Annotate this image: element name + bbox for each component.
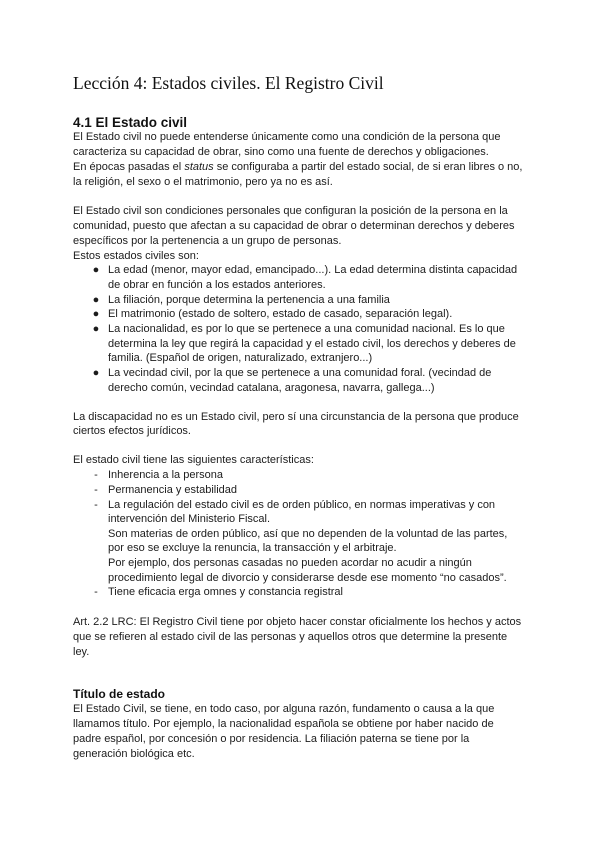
dash-line: Permanencia y estabilidad [108, 484, 238, 496]
paragraph-line: El Estado civil son condiciones personales que configuran la posición de la persona en la [73, 205, 508, 217]
bullet-line: La vecindad civil, por la que se pertenece a una comunidad foral. (vecindad de [108, 367, 492, 379]
paragraph-line: que se refieren al estado civil de las personas y aquellos otros que determine la presente [73, 631, 508, 643]
paragraph-line: Art. 2.2 LRC: El Registro Civil tiene por objeto hacer constar oficialmente los hechos y actos [73, 616, 522, 628]
section-heading: 4.1 El Estado civil [73, 115, 188, 130]
dash-line: Por ejemplo, dos personas casadas no pueden acordar no acudir a ningún [108, 557, 472, 569]
bullet-line: derecho común, vecindad catalana, aragonesa, navarra, gallega...) [108, 382, 435, 394]
paragraph-line: ley. [73, 646, 90, 658]
dash-line: La regulación del estado civil es de orden público, en normas imperativas y con [108, 499, 496, 511]
bullet-line: El matrimonio (estado de soltero, estado de casado, separación legal). [108, 308, 453, 320]
subsection-heading: Título de estado [73, 687, 166, 701]
paragraph-line [73, 160, 522, 175]
paragraph-line: generación biológica etc. [73, 748, 195, 760]
lesson-title: Lección 4: Estados civiles. El Registro Civil [73, 73, 384, 93]
dash-icon: - [94, 499, 98, 511]
dash-line: Tiene eficacia erga omnes y constancia registral [108, 586, 343, 598]
dash-line: Son materias de orden público, así que no dependen de la voluntad de las partes, [108, 528, 508, 540]
paragraph-line: caracteriza su capacidad de obrar, sino como una fuente de derechos y obligaciones. [73, 146, 489, 158]
bullet-icon: ● [92, 367, 100, 379]
bullet-icon: ● [92, 308, 100, 320]
bullet-line: La edad (menor, mayor edad, emancipado...). La edad determina distinta capacidad [108, 264, 518, 276]
dash-icon: - [94, 484, 98, 496]
paragraph-line: padre español, por concesión o por residencia. La filiación paterna se tiene por la [73, 733, 470, 745]
bullet-line: de obrar en función a los estados anteriores. [108, 279, 326, 291]
dash-line: Inherencia a la persona [108, 469, 223, 481]
dash-icon: - [94, 586, 98, 598]
bullet-icon: ● [92, 323, 100, 335]
italic-term: status [184, 161, 214, 173]
paragraph-line: llamamos título. Por ejemplo, la nacionalidad española se obtiene por haber nacido de [73, 718, 494, 730]
text-run: En épocas pasadas el [73, 161, 185, 173]
bullet-icon: ● [92, 294, 100, 306]
paragraph-line: específicos por la pertenencia a un grupo de personas. [73, 235, 342, 247]
paragraph-line: la religión, el sexo o el matrimonio, pero ya no es así. [73, 176, 333, 188]
paragraph-line: ciertos efectos jurídicos. [73, 425, 191, 437]
dash-line: por eso se excluye la renuncia, la transacción y el arbitraje. [108, 542, 397, 554]
text-run: se configuraba a partir del estado social, de si eran libres o no, [213, 161, 523, 173]
list-intro: Estos estados civiles son: [73, 250, 199, 262]
bullet-icon: ● [92, 264, 100, 276]
list-intro: El estado civil tiene las siguientes características: [73, 454, 314, 466]
paragraph-line: El Estado civil no puede entenderse únicamente como una condición de la persona que [73, 131, 501, 143]
bullet-line: familia. (Español de origen, naturalizado, extranjero...) [108, 352, 373, 364]
paragraph-line: El Estado Civil, se tiene, en todo caso, por alguna razón, fundamento o causa a la que [73, 703, 495, 715]
dash-icon: - [94, 469, 98, 481]
paragraph-line: comunidad, puesto que afectan a su capacidad de obrar o determinan derechos y deberes [73, 220, 515, 232]
paragraph-line: La discapacidad no es un Estado civil, pero sí una circunstancia de la persona que produce [73, 411, 519, 423]
dash-line: intervención del Ministerio Fiscal. [108, 513, 271, 525]
bullet-line: La filiación, porque determina la pertenencia a una familia [108, 294, 390, 306]
dash-line: procedimiento legal de divorcio y considerarse desde ese momento “no casados”. [108, 572, 507, 584]
bullet-line: determina la ley que regirá la capacidad y el estado civil, los derechos y deberes de [108, 338, 516, 350]
bullet-line: La nacionalidad, es por lo que se pertenece a una comunidad nacional. Es lo que [108, 323, 505, 335]
